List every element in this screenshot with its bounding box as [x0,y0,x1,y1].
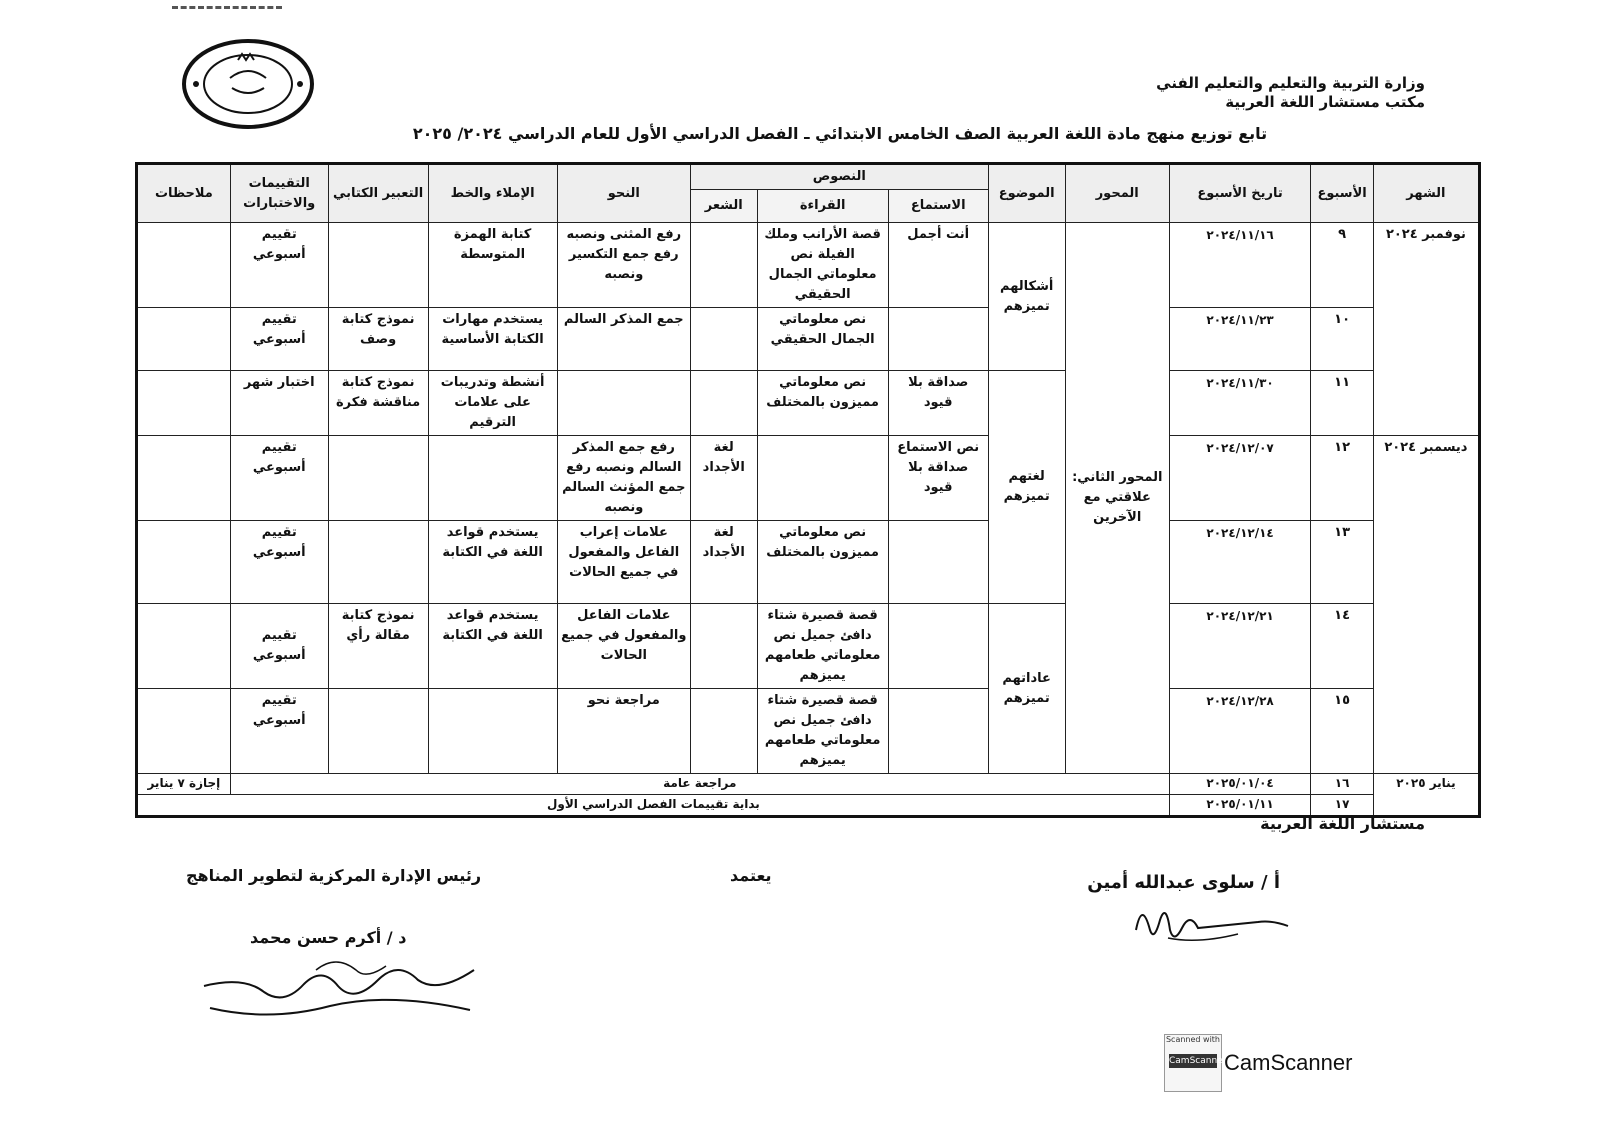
document-header [965,74,1425,112]
assessment-cell: تقييم أسبوعي [230,689,328,774]
poetry-cell [690,308,757,371]
table-row [137,604,1480,689]
col-dictation: الإملاء والخط [428,164,557,223]
writing-cell: نموذج كتابة مقالة رأي [328,604,428,689]
date-cell: ٢٠٢٤/١٢/٢١ [1169,604,1311,689]
date-cell: ٢٠٢٤/١١/٣٠ [1169,371,1311,436]
date-cell: ٢٠٢٤/١٢/٢٨ [1169,689,1311,774]
reading-cell: نص معلوماتي مميزون بالمختلف [757,521,888,604]
poetry-cell [690,371,757,436]
dictation-cell: يستخدم قواعد اللغة في الكتابة [428,521,557,604]
dictation-cell [428,689,557,774]
ministry-name: وزارة التربية والتعليم والتعليم الفني [1156,74,1425,92]
notes-cell [137,371,231,436]
head-signature-icon [196,950,486,1030]
date-cell: ٢٠٢٥/٠١/١١ [1169,795,1311,817]
col-listening: الاستماع [888,190,988,223]
col-texts: النصوص [690,164,988,190]
listening-cell: أنت أجمل [888,223,988,308]
week-cell: ١١ [1311,371,1373,436]
table-row [137,371,1480,436]
notes-cell [137,604,231,689]
scanner-watermark: CamScanner [1224,1050,1353,1075]
grammar-cell: علامات الفاعل والمفعول في جميع الحالات [557,604,690,689]
notes-cell [137,689,231,774]
col-assessments: التقييمات والاختبارات [230,164,328,223]
writing-cell [328,436,428,521]
grammar-cell: علامات إعراب الفاعل والمفعول في جميع الحالات [557,521,690,604]
notes-cell [137,223,231,308]
reading-cell: نص معلوماتي الجمال الحقيقي [757,308,888,371]
dictation-cell: يستخدم مهارات الكتابة الأساسية [428,308,557,371]
week-cell: ١٤ [1311,604,1373,689]
writing-cell [328,223,428,308]
col-reading: القراءة [757,190,888,223]
week-cell: ١٦ [1311,774,1373,795]
assessment-cell: تقييم أسبوعي [230,436,328,521]
poetry-cell [690,604,757,689]
col-month: الشهر [1373,164,1479,223]
summary-text: بداية تقييمات الفصل الدراسي الأول [137,795,1170,817]
head-title: رئيس الإدارة المركزية لتطوير المناهج [186,866,482,885]
office-name: مكتب مستشار اللغة العربية [1225,93,1425,111]
topic-cell: عاداتهم تميزهم [988,604,1065,774]
listening-cell: نص الاستماع صداقة بلا قيود [888,436,988,521]
axis-cell: المحور الثاني: علاقتي مع الآخرين [1065,223,1169,774]
listening-cell [888,308,988,371]
grammar-cell [557,371,690,436]
reading-cell: قصة قصيرة شتاء دافئ جميل نص معلوماتي طعامهم يميزهم [757,689,888,774]
table-row [137,436,1480,521]
curriculum-table [135,162,1481,818]
advisor-name: أ / سلوى عبدالله أمين [1087,872,1280,893]
poetry-cell [690,689,757,774]
summary-text: مراجعة عامة [230,774,1169,795]
dictation-cell [428,436,557,521]
notes-cell: إجازة ٧ يناير [137,774,231,795]
col-week-date: تاريخ الأسبوع [1169,164,1311,223]
grammar-cell: جمع المذكر السالم [557,308,690,371]
col-notes: ملاحظات [137,164,231,223]
ministry-seal-icon [178,38,318,130]
summary-row [137,774,1480,795]
scanner-badge-top: Scanned with [1165,1035,1221,1044]
scanner-badge-label: CamScanner [1169,1056,1227,1066]
month-cell: يناير ٢٠٢٥ [1373,774,1479,817]
camscanner-logo-icon [1164,1034,1227,1092]
assessment-cell: تقييم أسبوعي [230,308,328,371]
topic-cell: أشكالهم تميزهم [988,223,1065,371]
reading-cell [757,436,888,521]
assessment-cell: اختبار شهر [230,371,328,436]
reading-cell: نص معلوماتي مميزون بالمختلف [757,371,888,436]
reading-cell: قصة الأرانب وملك الفيلة نص معلوماتي الجمال الحقيقي [757,223,888,308]
scan-artifact-mark [172,6,282,15]
advisor-signature-icon [1128,890,1298,950]
table-row [137,308,1480,371]
writing-cell [328,689,428,774]
poetry-cell: لغة الأجداد [690,521,757,604]
listening-cell [888,604,988,689]
week-cell: ١٠ [1311,308,1373,371]
notes-cell [137,436,231,521]
date-cell: ٢٠٢٥/٠١/٠٤ [1169,774,1311,795]
notes-cell [137,521,231,604]
writing-cell: نموذج كتابة مناقشة فكرة [328,371,428,436]
col-poetry: الشعر [690,190,757,223]
table-row [137,689,1480,774]
writing-cell [328,521,428,604]
poetry-cell [690,223,757,308]
assessment-cell: تقييم أسبوعي [230,521,328,604]
grammar-cell: رفع المثنى ونصبه رفع جمع التكسير ونصبه [557,223,690,308]
assessment-cell: تقييم أسبوعي [230,223,328,308]
month-cell: ديسمبر ٢٠٢٤ [1373,436,1479,774]
dictation-cell: أنشطة وتدريبات على علامات الترقيم [428,371,557,436]
head-name: د / أكرم حسن محمد [250,928,407,947]
advisor-title: مستشار اللغة العربية [1260,814,1425,833]
table-row [137,223,1480,308]
date-cell: ٢٠٢٤/١١/٢٣ [1169,308,1311,371]
date-cell: ٢٠٢٤/١١/١٦ [1169,223,1311,308]
poetry-cell: لغة الأجداد [690,436,757,521]
page-title: تابع توزيع منهج مادة اللغة العربية الصف الخامس الابتدائي ـ الفصل الدراسي الأول للعام الدراسي ٢٠٢٤/ ٢٠٢٥ [412,124,1268,143]
topic-cell: لغتهم تميزهم [988,371,1065,604]
dictation-cell: كتابة الهمزة المتوسطة [428,223,557,308]
week-cell: ١٣ [1311,521,1373,604]
grammar-cell: رفع جمع المذكر السالم ونصبه رفع جمع المؤنث السالم ونصبه [557,436,690,521]
assessment-cell: تقييم أسبوعي [230,604,328,689]
listening-cell [888,521,988,604]
col-week: الأسبوع [1311,164,1373,223]
week-cell: ١٥ [1311,689,1373,774]
listening-cell [888,689,988,774]
listening-cell: صداقة بلا قيود [888,371,988,436]
notes-cell [137,308,231,371]
week-cell: ١٧ [1311,795,1373,817]
reading-cell: قصة قصيرة شتاء دافئ جميل نص معلوماتي طعامهم يميزهم [757,604,888,689]
col-axis: المحور [1065,164,1169,223]
date-cell: ٢٠٢٤/١٢/١٤ [1169,521,1311,604]
date-cell: ٢٠٢٤/١٢/٠٧ [1169,436,1311,521]
col-writing: التعبير الكتابي [328,164,428,223]
col-grammar: النحو [557,164,690,223]
grammar-cell: مراجعة نحو [557,689,690,774]
week-cell: ٩ [1311,223,1373,308]
month-cell: نوفمبر ٢٠٢٤ [1373,223,1479,436]
approve-label: يعتمد [730,866,772,885]
dictation-cell: يستخدم قواعد اللغة في الكتابة [428,604,557,689]
col-topic: الموضوع [988,164,1065,223]
table-row [137,521,1480,604]
week-cell: ١٢ [1311,436,1373,521]
writing-cell: نموذج كتابة وصف [328,308,428,371]
